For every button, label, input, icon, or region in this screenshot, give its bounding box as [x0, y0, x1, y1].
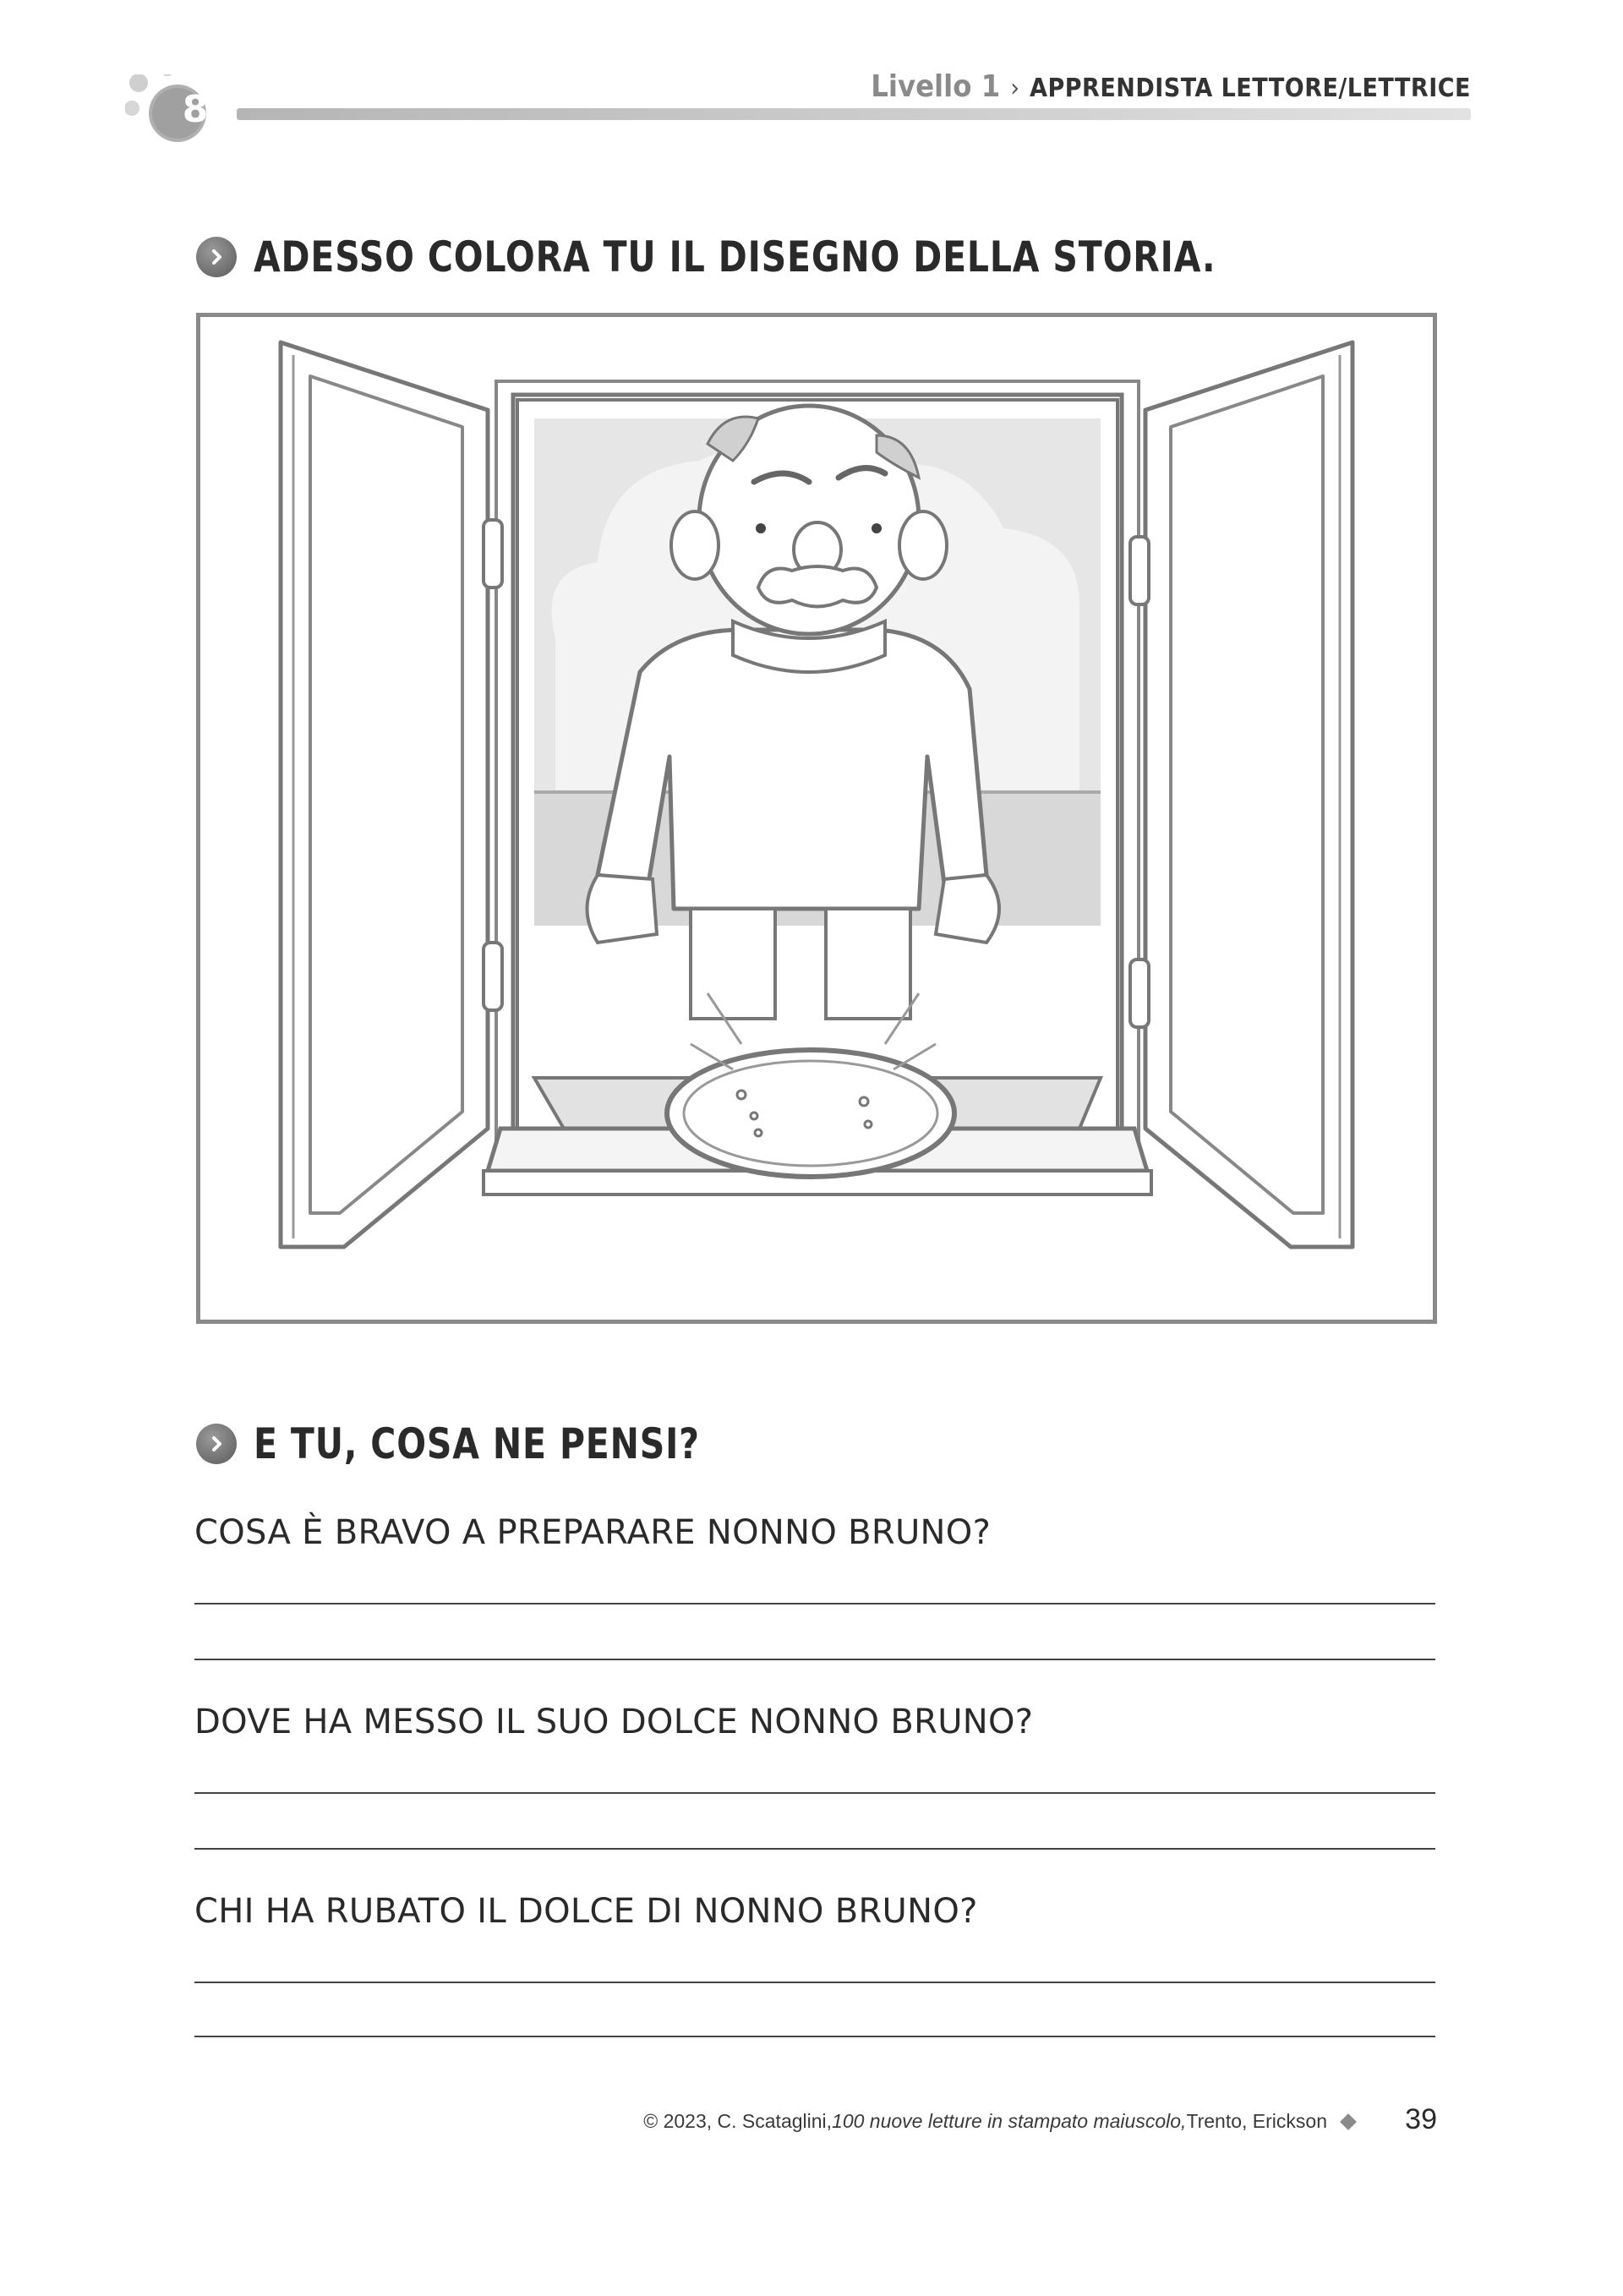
chevron-right-icon [196, 1424, 237, 1464]
answer-line-1b[interactable] [194, 1659, 1435, 1660]
answer-line-2b[interactable] [194, 1848, 1435, 1850]
footer-publisher: Trento, Erickson [1186, 2110, 1327, 2132]
breadcrumb-separator: › [1010, 74, 1020, 103]
grandpa-at-window-illustration [200, 317, 1433, 1320]
question-1: COSA È BRAVO A PREPARARE NONNO BRUNO? [194, 1513, 992, 1552]
track-label: APPRENDISTA LETTORE/LETTRICE [1030, 74, 1471, 103]
opinion-title-text: E TU, COSA NE PENSI? [254, 1419, 700, 1468]
level-label: Livello 1 [871, 69, 1001, 104]
diamond-icon [1340, 2113, 1357, 2130]
chevron-right-icon [196, 237, 237, 277]
footer-book-title: 100 nuove letture in stampato maiuscolo, [832, 2110, 1187, 2132]
question-2: DOVE HA MESSO IL SUO DOLCE NONNO BRUNO? [194, 1703, 1034, 1741]
level-breadcrumb [871, 69, 1471, 104]
answer-line-2a[interactable] [194, 1792, 1435, 1794]
answer-line-1a[interactable] [194, 1603, 1435, 1604]
coloring-section-title [196, 232, 1427, 282]
opinion-section-title [196, 1419, 798, 1469]
unit-number: 8 [182, 88, 209, 131]
footer-copyright: © 2023, C. Scataglini, [643, 2110, 833, 2132]
footer-citation [643, 2110, 1369, 2133]
answer-line-3b[interactable] [194, 2036, 1435, 2037]
header-rule [237, 108, 1471, 120]
coloring-title-text: ADESSO COLORA TU IL DISEGNO DELLA STORIA. [254, 232, 1216, 282]
coloring-illustration [196, 313, 1437, 1324]
page-number: 39 [1405, 2103, 1437, 2135]
question-3: CHI HA RUBATO IL DOLCE DI NONNO BRUNO? [194, 1892, 978, 1931]
answer-line-3a[interactable] [194, 1982, 1435, 1983]
